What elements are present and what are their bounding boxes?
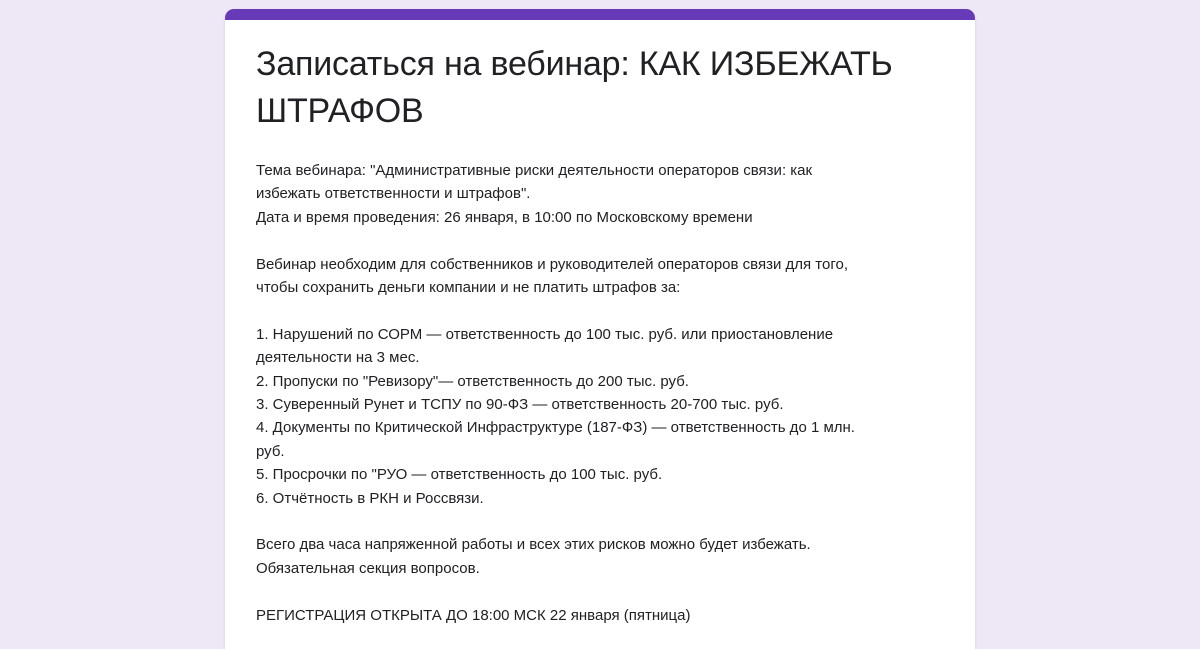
list-item: деятельности на 3 мес. [256,349,420,367]
description-line: избежать ответственности и штрафов". [256,185,531,203]
description-line: чтобы сохранить деньги компании и не платить штрафов за: [256,279,681,297]
list-item: 1. Нарушений по СОРМ — ответственность до 100 тыс. руб. или приостановление [256,325,834,343]
form-title-line: Записаться на вебинар: КАК ИЗБЕЖАТЬ [256,45,893,83]
description-line: Вебинар необходим для собственников и руководителей операторов связи для того, [256,255,848,273]
paragraph-gap [256,299,956,322]
paragraph-gap [256,510,956,533]
form-title-line: ШТРАФОВ [256,92,424,130]
list-item: 5. Просрочки по "РУО — ответственность до 100 тыс. руб. [256,466,663,484]
description-line: Всего два часа напряженной работы и всех этих рисков можно будет избежать. [256,536,811,554]
list-item: 2. Пропуски по "Ревизору"— ответственность до 200 тыс. руб. [256,372,689,390]
list-item: 6. Отчётность в РКН и Россвязи. [256,489,484,507]
form-title [256,41,956,135]
description-line: Тема вебинара: "Административные риски деятельности операторов связи: как [256,162,813,179]
list-item: 4. Документы по Критической Инфраструктуре (187-ФЗ) — ответственность до 1 млн. [256,419,855,437]
list-item: 3. Суверенный Рунет и ТСПУ по 90-ФЗ — ответственность 20-700 тыс. руб. [256,396,784,414]
paragraph-gap [256,580,956,603]
form-description [256,159,956,627]
form-header-card [225,9,975,649]
description-line: Обязательная секция вопросов. [256,559,480,577]
list-item: руб. [256,442,285,460]
paragraph-gap [256,229,956,252]
form-accent-bar [225,9,975,20]
registration-deadline: РЕГИСТРАЦИЯ ОТКРЫТА ДО 18:00 МСК 22 января (пятница) [256,606,691,624]
description-line: Дата и время проведения: 26 января, в 10:00 по Московскому времени [256,208,753,226]
